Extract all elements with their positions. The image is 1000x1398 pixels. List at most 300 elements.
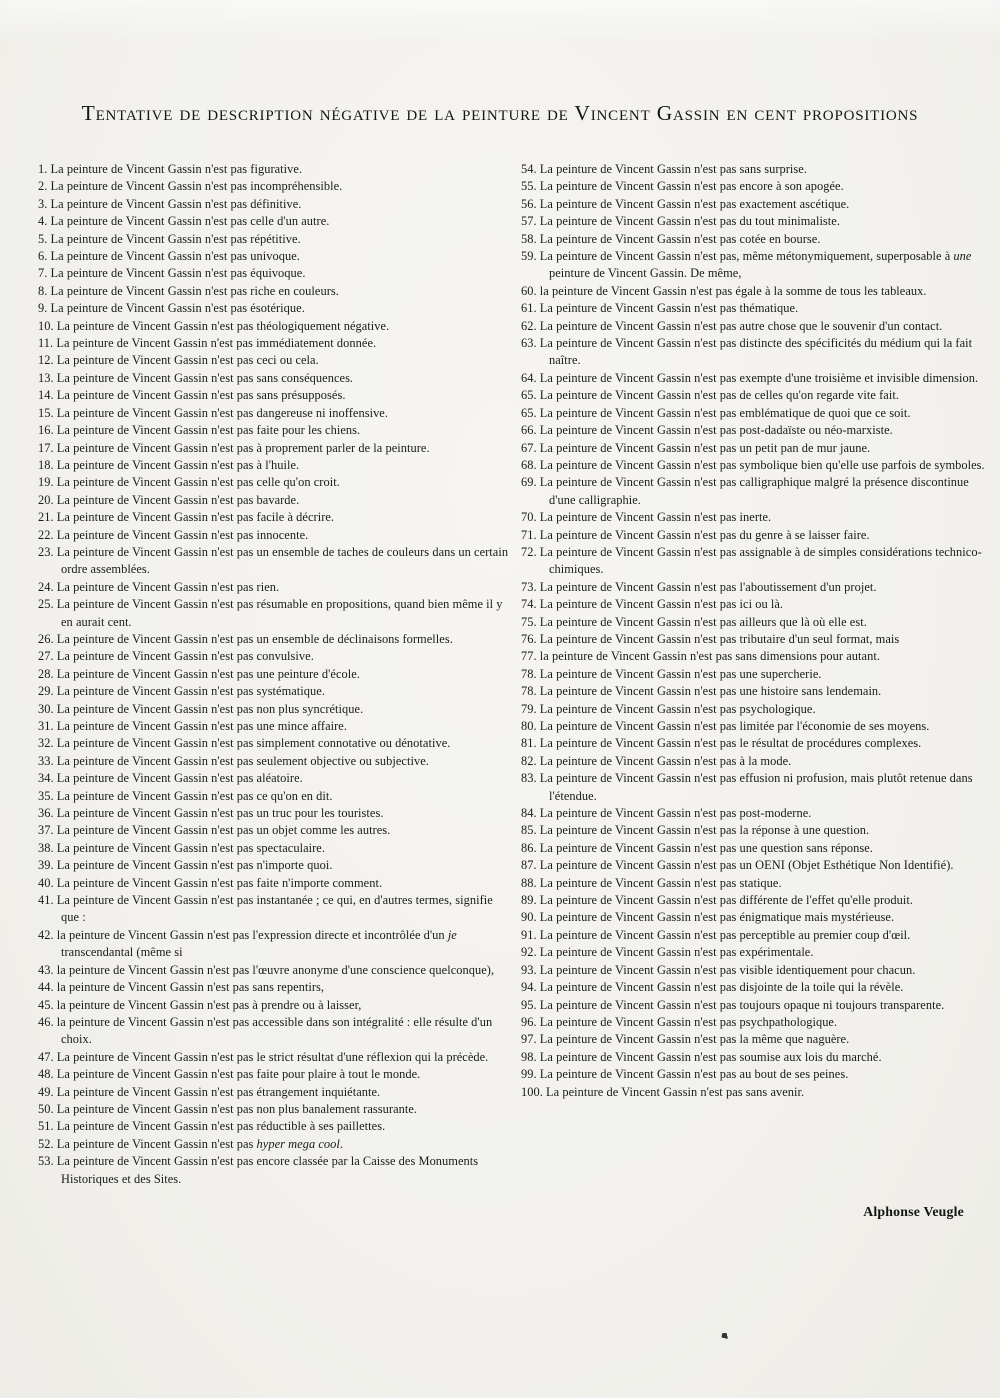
list-item: [38, 370, 512, 387]
item-text: La peinture de Vincent Gassin n'est pas à la mode.: [539, 753, 792, 768]
item-number: 8.: [38, 283, 51, 298]
item-number: 45.: [38, 997, 57, 1012]
list-item: [521, 805, 991, 822]
list-item: [38, 492, 512, 509]
item-number: 1.: [38, 162, 51, 176]
item-number: 10.: [38, 318, 57, 333]
list-item: [38, 927, 512, 962]
list-item: [521, 997, 991, 1014]
item-number: 25.: [38, 597, 57, 612]
list-item: [38, 196, 512, 213]
item-text: la peinture de Vincent Gassin n'est pas accessible dans son intégralité : elle résulte d'un choix.: [56, 1014, 493, 1047]
item-number: 27.: [38, 649, 57, 664]
item-text: La peinture de Vincent Gassin n'est pas réductible à ses paillettes.: [56, 1119, 386, 1134]
list-item: [521, 178, 991, 195]
item-number: 82.: [521, 753, 540, 768]
item-number: 50.: [38, 1101, 57, 1116]
item-number: 62.: [521, 318, 540, 333]
list-item: [38, 753, 512, 770]
item-number: 55.: [521, 179, 540, 194]
item-text: La peinture de Vincent Gassin n'est pas immédiatement donnée.: [56, 336, 377, 351]
list-item: [521, 457, 991, 474]
item-text: La peinture de Vincent Gassin n'est pas symbolique bien qu'elle use parfois de symboles.: [539, 457, 985, 472]
item-number: 33.: [38, 753, 57, 768]
item-number: 57.: [521, 214, 540, 229]
item-text: La peinture de Vincent Gassin n'est pas ceci ou cela.: [56, 353, 319, 368]
list-item: [521, 892, 991, 909]
item-number: 97.: [521, 1032, 540, 1047]
item-text: La peinture de Vincent Gassin n'est pas un ensemble de déclinaisons formelles.: [56, 631, 453, 646]
item-number: 99.: [521, 1067, 540, 1082]
list-item: [38, 805, 512, 822]
item-number: 40.: [38, 875, 57, 890]
item-text: La peinture de Vincent Gassin n'est pas du genre à se laisser faire.: [539, 527, 870, 542]
item-number: 47.: [38, 1049, 57, 1064]
item-number: 89.: [521, 893, 540, 908]
item-text: La peinture de Vincent Gassin n'est pas non plus banalement rassurante.: [56, 1101, 418, 1116]
item-text: La peinture de Vincent Gassin n'est pas à proprement parler de la peinture.: [56, 440, 430, 455]
item-number: 20.: [38, 492, 57, 507]
list-item: [38, 840, 512, 857]
ink-speck: [722, 1333, 727, 1338]
list-item: [38, 283, 512, 300]
item-number: 67.: [521, 440, 540, 455]
item-text: La peinture de Vincent Gassin n'est pas encore à son apogée.: [539, 179, 844, 194]
item-text: La peinture de Vincent Gassin n'est pas la même que naguère.: [539, 1032, 850, 1047]
item-text: La peinture de Vincent Gassin n'est pas psychologique.: [539, 701, 816, 716]
list-item: [38, 387, 512, 404]
item-text: La peinture de Vincent Gassin n'est pas un petit pan de mur jaune.: [539, 440, 871, 455]
item-number: 59.: [521, 249, 540, 264]
list-item: [38, 666, 512, 683]
list-item: [38, 300, 512, 317]
list-item: [521, 944, 991, 961]
list-item: [521, 614, 991, 631]
signature: Alphonse Veugle: [863, 1204, 964, 1219]
item-text: La peinture de Vincent Gassin n'est pas faite pour les chiens.: [56, 423, 361, 438]
list-item: [521, 770, 991, 805]
item-number: 91.: [521, 927, 540, 942]
item-number: 54.: [521, 162, 540, 176]
item-text: La peinture de Vincent Gassin n'est pas assignable à de simples considérations technico-chimiques.: [539, 544, 982, 577]
item-number: 7.: [38, 266, 51, 281]
item-number: 21.: [38, 510, 57, 525]
item-number: 76.: [521, 631, 540, 646]
item-number: 68.: [521, 457, 540, 472]
list-item: [38, 335, 512, 352]
list-item: [38, 161, 512, 178]
item-number: 65.: [521, 405, 540, 420]
list-item: [521, 300, 991, 317]
list-item: [521, 335, 991, 370]
list-item: [38, 857, 512, 874]
item-text: La peinture de Vincent Gassin n'est pas emblématique de quoi que ce soit.: [539, 405, 911, 420]
list-item: [521, 909, 991, 926]
list-item: [38, 422, 512, 439]
list-item: [38, 997, 512, 1014]
list-item: [521, 1084, 991, 1101]
item-text: La peinture de Vincent Gassin n'est pas faite pour plaire à tout le monde.: [56, 1067, 421, 1082]
list-item: [521, 648, 991, 665]
item-text: La peinture de Vincent Gassin n'est pas le strict résultat d'une réflexion qui la précède.: [56, 1049, 489, 1064]
list-item: [521, 683, 991, 700]
item-text: La peinture de Vincent Gassin n'est pas bavarde.: [56, 492, 300, 507]
item-number: 5.: [38, 231, 51, 246]
item-number: 28.: [38, 666, 57, 681]
item-number: 43.: [38, 962, 57, 977]
item-text: la peinture de Vincent Gassin n'est pas l'expression directe et incontrôlée d'un je transcendantal (même si: [56, 927, 457, 960]
item-text: La peinture de Vincent Gassin n'est pas seulement objective ou subjective.: [56, 753, 429, 768]
item-number: 79.: [521, 701, 540, 716]
item-text: La peinture de Vincent Gassin n'est pas sans surprise.: [539, 162, 807, 176]
list-item: [38, 265, 512, 282]
item-number: 22.: [38, 527, 57, 542]
item-number: 90.: [521, 910, 540, 925]
item-text: La peinture de Vincent Gassin n'est pas énigmatique mais mystérieuse.: [539, 910, 895, 925]
item-number: 95.: [521, 997, 540, 1012]
item-number: 26.: [38, 631, 57, 646]
item-text: La peinture de Vincent Gassin n'est pas à l'huile.: [56, 457, 300, 472]
item-text: La peinture de Vincent Gassin n'est pas différente de l'effet qu'elle produit.: [539, 893, 913, 908]
item-number: 35.: [38, 788, 57, 803]
item-text: La peinture de Vincent Gassin n'est pas cotée en bourse.: [539, 231, 821, 246]
item-number: 48.: [38, 1067, 57, 1082]
list-item: [521, 422, 991, 439]
item-number: 83.: [521, 771, 540, 786]
item-number: 78.: [521, 684, 540, 699]
list-item: [38, 213, 512, 230]
list-item: [521, 248, 991, 283]
list-item: [38, 1136, 512, 1153]
item-text: La peinture de Vincent Gassin n'est pas incompréhensible.: [50, 179, 343, 194]
item-text: la peinture de Vincent Gassin n'est pas égale à la somme de tous les tableaux.: [539, 283, 927, 298]
list-item: [38, 1066, 512, 1083]
list-item: [38, 770, 512, 787]
item-text: La peinture de Vincent Gassin n'est pas la réponse à une question.: [539, 823, 870, 838]
item-text: la peinture de Vincent Gassin n'est pas l'œuvre anonyme d'une conscience quelconque),: [56, 962, 495, 977]
item-number: 15.: [38, 405, 57, 420]
list-item: [38, 248, 512, 265]
item-number: 17.: [38, 440, 57, 455]
item-number: 61.: [521, 301, 540, 316]
item-text: La peinture de Vincent Gassin n'est pas le résultat de procédures complexes.: [539, 736, 922, 751]
list-item: [521, 318, 991, 335]
list-item: [38, 457, 512, 474]
list-item: [38, 579, 512, 596]
item-text: La peinture de Vincent Gassin n'est pas sans avenir.: [546, 1084, 805, 1099]
list-item: [38, 631, 512, 648]
item-text: La peinture de Vincent Gassin n'est pas ailleurs que là où elle est.: [539, 614, 867, 629]
item-number: 86.: [521, 840, 540, 855]
item-number: 94.: [521, 980, 540, 995]
item-number: 98.: [521, 1049, 540, 1064]
item-number: 64.: [521, 370, 540, 385]
list-item: [38, 440, 512, 457]
item-text: la peinture de Vincent Gassin n'est pas à prendre ou à laisser,: [56, 997, 362, 1012]
list-item: [38, 875, 512, 892]
item-number: 42.: [38, 927, 57, 942]
item-text: La peinture de Vincent Gassin n'est pas une histoire sans lendemain.: [539, 684, 882, 699]
item-text: La peinture de Vincent Gassin n'est pas post-dadaïste ou néo-marxiste.: [539, 423, 893, 438]
item-text: La peinture de Vincent Gassin n'est pas de celles qu'on regarde vite fait.: [539, 388, 899, 403]
list-item: [38, 701, 512, 718]
item-text: La peinture de Vincent Gassin n'est pas un truc pour les touristes.: [56, 806, 384, 821]
list-item: [521, 544, 991, 579]
list-item: [521, 370, 991, 387]
item-text: La peinture de Vincent Gassin n'est pas facile à décrire.: [56, 510, 335, 525]
list-item: [521, 161, 991, 178]
list-item: [521, 283, 991, 300]
item-text: La peinture de Vincent Gassin n'est pas sans conséquences.: [56, 370, 354, 385]
item-number: 81.: [521, 736, 540, 751]
item-number: 49.: [38, 1084, 57, 1099]
item-text: La peinture de Vincent Gassin n'est pas riche en couleurs.: [50, 283, 339, 298]
list-item: [521, 231, 991, 248]
item-text: La peinture de Vincent Gassin n'est pas tributaire d'un seul format, mais: [539, 631, 900, 646]
item-text: La peinture de Vincent Gassin n'est pas soumise aux lois du marché.: [539, 1049, 882, 1064]
list-item: [38, 596, 512, 631]
page-title: Tentative de description négative de la peinture de Vincent Gassin en cent propositions: [81, 101, 919, 125]
list-item: [38, 1014, 512, 1049]
item-text: La peinture de Vincent Gassin n'est pas perceptible au premier coup d'œil.: [539, 927, 911, 942]
list-item: [521, 387, 991, 404]
list-item: [521, 666, 991, 683]
list-item: [38, 962, 512, 979]
list-item: [521, 927, 991, 944]
item-number: 4.: [38, 214, 51, 229]
item-number: 51.: [38, 1119, 57, 1134]
item-number: 13.: [38, 370, 57, 385]
list-item: [521, 735, 991, 752]
list-item: [38, 231, 512, 248]
item-number: 63.: [521, 336, 540, 351]
item-text: La peinture de Vincent Gassin n'est pas un objet comme les autres.: [56, 823, 391, 838]
list-item: [521, 962, 991, 979]
list-item: [38, 1049, 512, 1066]
item-text: La peinture de Vincent Gassin n'est pas ce qu'on en dit.: [56, 788, 333, 803]
list-item: [521, 405, 991, 422]
item-text: La peinture de Vincent Gassin n'est pas équivoque.: [50, 266, 306, 281]
item-number: 58.: [521, 231, 540, 246]
list-item: [38, 683, 512, 700]
list-item: [38, 509, 512, 526]
item-number: 84.: [521, 806, 540, 821]
item-number: 38.: [38, 840, 57, 855]
list-item: [38, 1101, 512, 1118]
item-number: 37.: [38, 823, 57, 838]
item-number: 31.: [38, 719, 57, 733]
item-text: La peinture de Vincent Gassin n'est pas innocente.: [56, 527, 309, 542]
item-text: La peinture de Vincent Gassin n'est pas hyper mega cool.: [56, 1136, 344, 1151]
item-number: 18.: [38, 457, 57, 472]
list-item: [521, 579, 991, 596]
item-text: La peinture de Vincent Gassin n'est pas définitive.: [50, 196, 302, 211]
list-item: [38, 718, 512, 735]
list-item: [38, 1084, 512, 1101]
item-text: La peinture de Vincent Gassin n'est pas répétitive.: [50, 231, 301, 246]
item-text: La peinture de Vincent Gassin n'est pas expérimentale.: [539, 945, 814, 960]
item-number: 6.: [38, 249, 51, 264]
item-number: 96.: [521, 1014, 540, 1029]
item-number: 85.: [521, 823, 540, 838]
item-text: La peinture de Vincent Gassin n'est pas encore classée par la Caisse des Monuments Historiques et des Sites.: [56, 1154, 479, 1186]
item-number: 75.: [521, 614, 540, 629]
paper-texture: [0, 0, 1000, 40]
list-item: [38, 178, 512, 195]
item-number: 69.: [521, 475, 540, 490]
item-text: La peinture de Vincent Gassin n'est pas simplement connotative ou dénotative.: [56, 736, 451, 751]
item-text: La peinture de Vincent Gassin n'est pas instantanée ; ce qui, en d'autres termes, signifie que :: [56, 893, 493, 925]
item-number: 71.: [521, 527, 540, 542]
item-number: 56.: [521, 196, 540, 211]
item-number: 73.: [521, 579, 540, 594]
item-text: La peinture de Vincent Gassin n'est pas sans présupposés.: [56, 388, 346, 403]
item-number: 2.: [38, 179, 51, 194]
list-item: [521, 1066, 991, 1083]
item-text: La peinture de Vincent Gassin n'est pas post-moderne.: [539, 806, 812, 821]
item-text: La peinture de Vincent Gassin n'est pas une supercherie.: [539, 666, 822, 681]
list-item: [38, 892, 512, 927]
item-text: La peinture de Vincent Gassin n'est pas un OENI (Objet Esthétique Non Identifié).: [539, 858, 954, 873]
item-text: La peinture de Vincent Gassin n'est pas inerte.: [539, 510, 772, 525]
item-text: La peinture de Vincent Gassin n'est pas exactement ascétique.: [539, 196, 850, 211]
item-number: 87.: [521, 858, 540, 873]
item-number: 80.: [521, 719, 540, 733]
item-text: La peinture de Vincent Gassin n'est pas celle d'un autre.: [50, 214, 330, 229]
item-number: 53.: [38, 1154, 57, 1169]
item-number: 44.: [38, 980, 57, 995]
item-number: 65.: [521, 388, 540, 403]
list-item: [521, 596, 991, 613]
item-text: La peinture de Vincent Gassin n'est pas, même métonymiquement, superposable à une peinture de Vincent Gassin. De même,: [539, 249, 972, 281]
list-item: [38, 544, 512, 579]
list-item: [521, 857, 991, 874]
list-item: [521, 875, 991, 892]
list-item: [521, 1049, 991, 1066]
item-number: 24.: [38, 579, 57, 594]
item-text: La peinture de Vincent Gassin n'est pas au bout de ses peines.: [539, 1067, 849, 1082]
list-item: [521, 440, 991, 457]
item-text: La peinture de Vincent Gassin n'est pas thématique.: [539, 301, 799, 316]
item-number: 11.: [38, 336, 57, 351]
item-text: La peinture de Vincent Gassin n'est pas résumable en propositions, quand bien même il y en aurait cent.: [56, 597, 503, 629]
item-number: 36.: [38, 806, 57, 821]
item-text: La peinture de Vincent Gassin n'est pas exempte d'une troisième et invisible dimension.: [539, 370, 979, 385]
list-item: [521, 753, 991, 770]
list-item: [521, 718, 991, 735]
item-number: 52.: [38, 1136, 57, 1151]
item-number: 60.: [521, 283, 540, 298]
item-number: 66.: [521, 423, 540, 438]
item-number: 92.: [521, 945, 540, 960]
item-number: 100.: [521, 1084, 547, 1099]
item-text: La peinture de Vincent Gassin n'est pas une peinture d'école.: [56, 666, 360, 681]
list-item: [521, 509, 991, 526]
list-item: [38, 979, 512, 996]
item-number: 16.: [38, 423, 57, 438]
item-text: La peinture de Vincent Gassin n'est pas effusion ni profusion, mais plutôt retenue dans l'étendue.: [539, 771, 973, 803]
item-number: 23.: [38, 544, 57, 559]
item-text: La peinture de Vincent Gassin n'est pas ésotérique.: [50, 301, 305, 316]
item-number: 34.: [38, 771, 57, 786]
list-item: [38, 788, 512, 805]
item-number: 46.: [38, 1014, 57, 1029]
item-text: la peinture de Vincent Gassin n'est pas sans repentirs,: [56, 980, 325, 995]
item-number: 9.: [38, 301, 51, 316]
item-text: La peinture de Vincent Gassin n'est pas disjointe de la toile qui la révèle.: [539, 980, 904, 995]
item-number: 74.: [521, 597, 540, 612]
list-item: [38, 1118, 512, 1135]
item-number: 14.: [38, 388, 57, 403]
item-text: La peinture de Vincent Gassin n'est pas visible identiquement pour chacun.: [539, 962, 916, 977]
list-item: [38, 527, 512, 544]
propositions-columns: [38, 161, 991, 1188]
item-number: 70.: [521, 510, 540, 525]
item-text: La peinture de Vincent Gassin n'est pas systématique.: [56, 684, 325, 699]
item-number: 32.: [38, 736, 57, 751]
list-item: [521, 979, 991, 996]
item-number: 41.: [38, 893, 57, 908]
list-item: [38, 1153, 512, 1188]
item-text: La peinture de Vincent Gassin n'est pas autre chose que le souvenir d'un contact.: [539, 318, 943, 333]
list-item: [38, 474, 512, 491]
item-text: La peinture de Vincent Gassin n'est pas spectaculaire.: [56, 840, 325, 855]
item-text: La peinture de Vincent Gassin n'est pas du tout minimaliste.: [539, 214, 840, 229]
item-number: 29.: [38, 684, 57, 699]
item-text: La peinture de Vincent Gassin n'est pas un ensemble de taches de couleurs dans un certain ordre assemblées.: [56, 544, 509, 577]
item-text: La peinture de Vincent Gassin n'est pas théologiquement négative.: [56, 318, 390, 333]
list-item: [38, 648, 512, 665]
item-text: La peinture de Vincent Gassin n'est pas l'aboutissement d'un projet.: [539, 579, 877, 594]
item-text: La peinture de Vincent Gassin n'est pas psychpathologique.: [539, 1014, 838, 1029]
item-number: 39.: [38, 858, 57, 873]
item-text: La peinture de Vincent Gassin n'est pas distincte des spécificités du médium qui la fait naître.: [539, 336, 973, 368]
left-column: [38, 161, 512, 1188]
list-item: [521, 1014, 991, 1031]
item-number: 88.: [521, 875, 540, 890]
list-item: [38, 318, 512, 335]
list-item: [521, 631, 991, 648]
item-text: La peinture de Vincent Gassin n'est pas n'importe quoi.: [56, 858, 333, 873]
item-text: La peinture de Vincent Gassin n'est pas celle qu'on croit.: [56, 475, 340, 490]
list-item: [521, 840, 991, 857]
item-text: La peinture de Vincent Gassin n'est pas dangereuse ni inoffensive.: [56, 405, 389, 420]
item-number: 77.: [521, 649, 540, 664]
list-item: [38, 735, 512, 752]
item-text: La peinture de Vincent Gassin n'est pas étrangement inquiétante.: [56, 1084, 381, 1099]
item-number: 19.: [38, 475, 57, 490]
item-text: La peinture de Vincent Gassin n'est pas rien.: [56, 579, 280, 594]
list-item: [521, 474, 991, 509]
item-text: La peinture de Vincent Gassin n'est pas toujours opaque ni toujours transparente.: [539, 997, 945, 1012]
item-text: La peinture de Vincent Gassin n'est pas univoque.: [50, 249, 300, 264]
list-item: [521, 1031, 991, 1048]
item-number: 3.: [38, 196, 51, 211]
item-number: 93.: [521, 962, 540, 977]
item-text: La peinture de Vincent Gassin n'est pas une mince affaire.: [56, 719, 347, 733]
item-number: 72.: [521, 544, 540, 559]
item-text: La peinture de Vincent Gassin n'est pas aléatoire.: [56, 771, 303, 786]
item-text: la peinture de Vincent Gassin n'est pas sans dimensions pour autant.: [539, 649, 880, 664]
list-item: [38, 822, 512, 839]
item-text: La peinture de Vincent Gassin n'est pas figurative.: [50, 162, 303, 176]
item-text: La peinture de Vincent Gassin n'est pas limitée par l'économie de ses moyens.: [539, 719, 930, 733]
item-number: 30.: [38, 701, 57, 716]
item-text: La peinture de Vincent Gassin n'est pas non plus syncrétique.: [56, 701, 364, 716]
list-item: [521, 822, 991, 839]
item-number: 12.: [38, 353, 57, 368]
list-item: [38, 405, 512, 422]
